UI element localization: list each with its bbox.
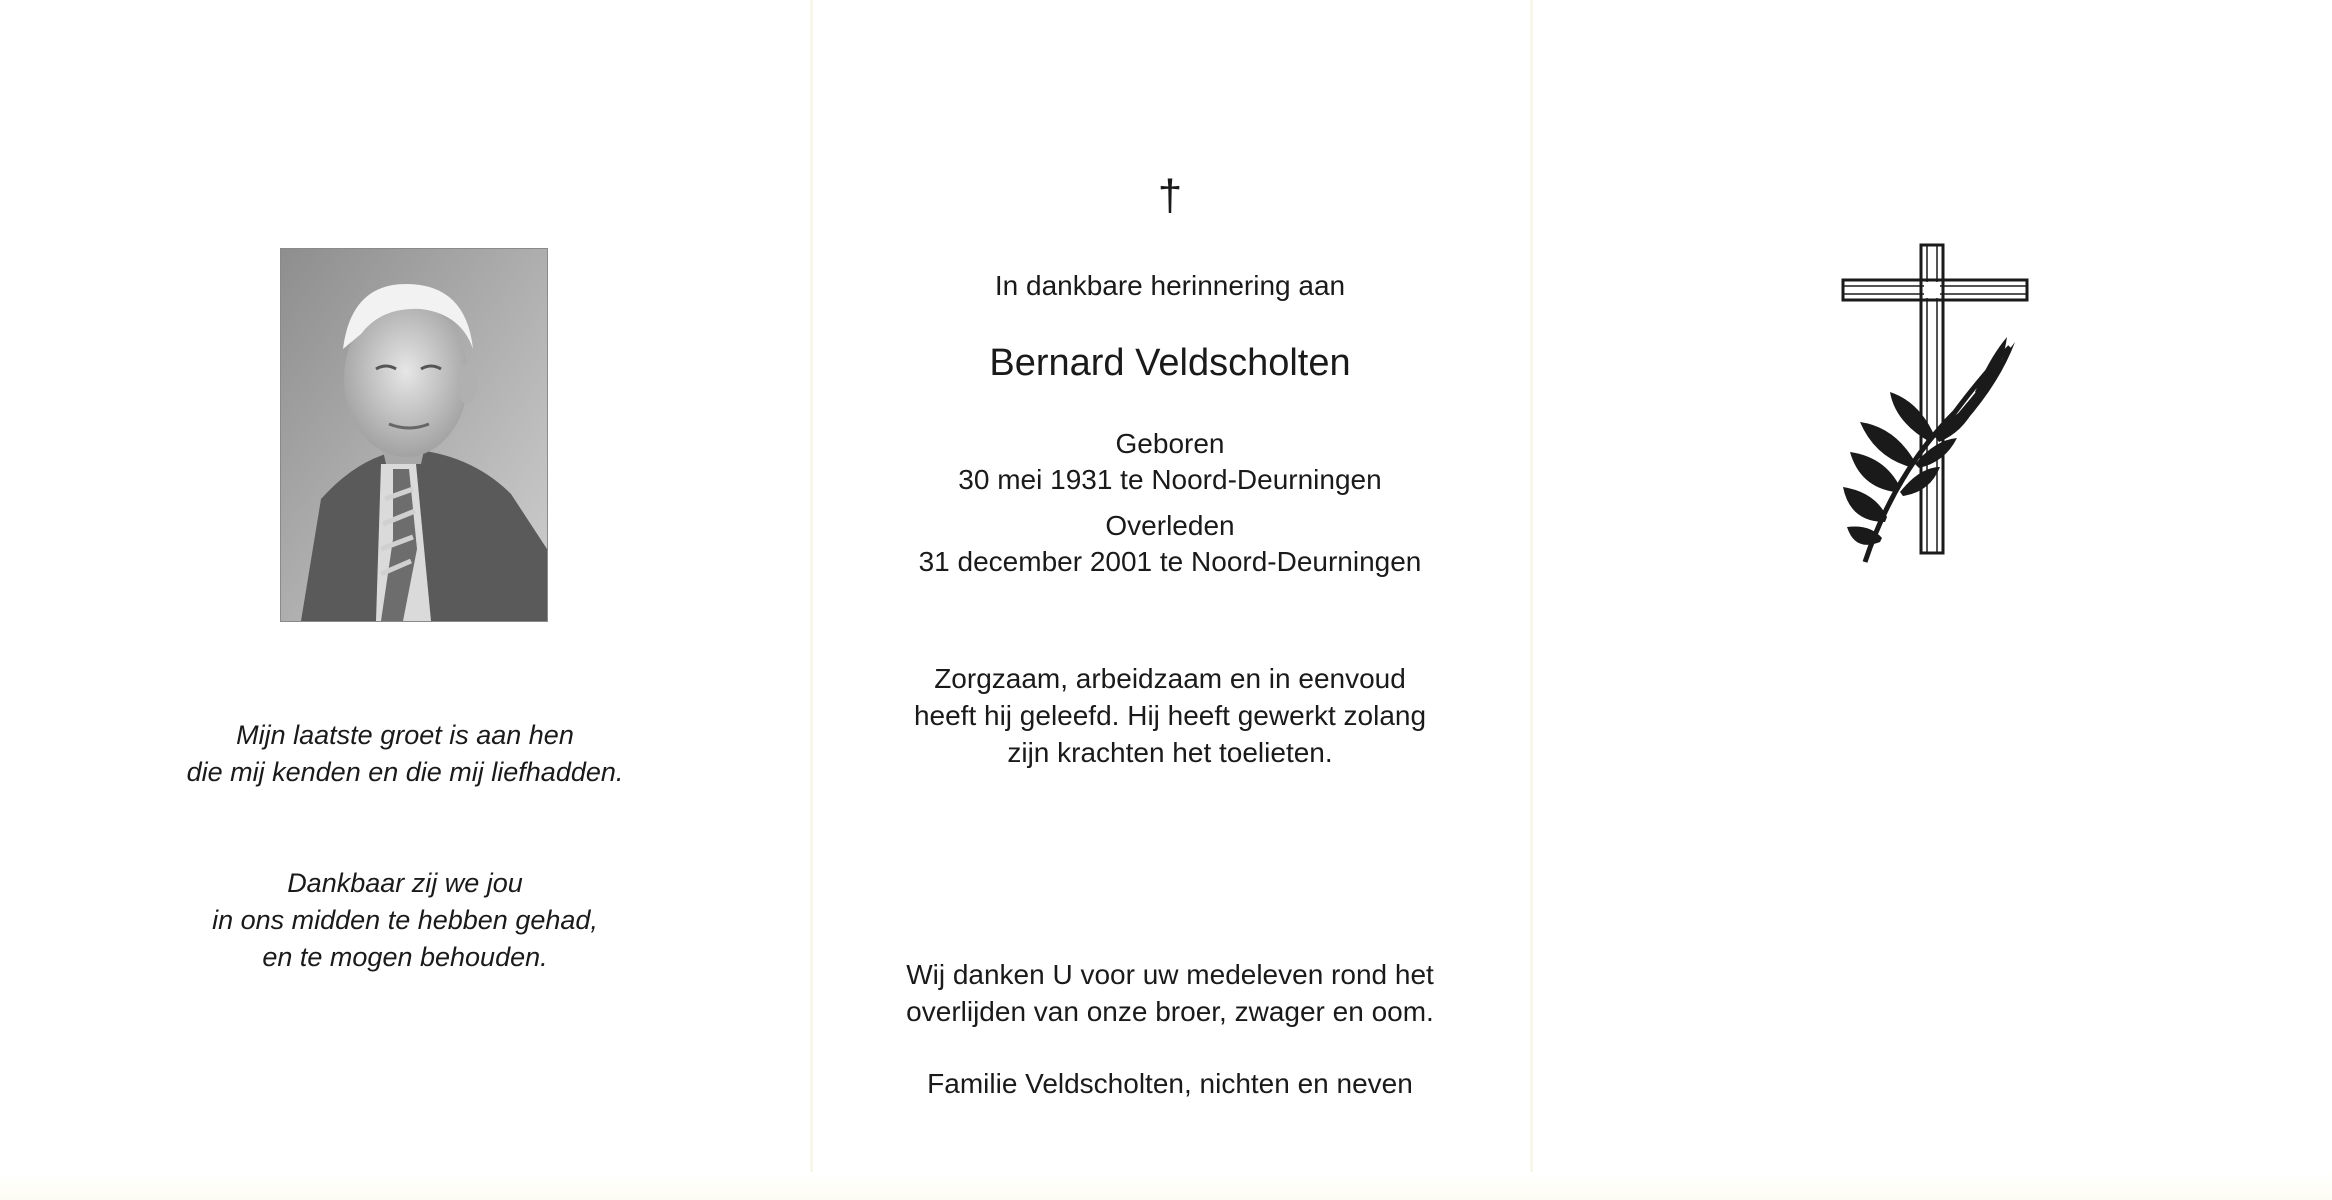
poem-line: en te mogen behouden.: [262, 942, 548, 972]
born-text: 30 mei 1931 te Noord-Deurningen: [958, 464, 1382, 495]
epitaph: [840, 660, 1500, 771]
died-label: Overleden: [1105, 510, 1235, 541]
family-signature: Familie Veldscholten, nichten en neven: [927, 1068, 1413, 1099]
epitaph-line: Zorgzaam, arbeidzaam en in eenvoud: [934, 663, 1406, 694]
thanks-line: Wij danken U voor uw medeleven rond het: [906, 959, 1434, 990]
intro-text: In dankbare herinnering aan: [994, 270, 1346, 301]
portrait-photo: [280, 248, 548, 622]
thanks-text: [840, 956, 1500, 1030]
fold-line-right: [1530, 0, 1533, 1200]
epitaph-line: heeft hij geleefd. Hij heeft gewerkt zolang: [913, 700, 1427, 731]
poem-line: Dankbaar zij we jou: [287, 868, 523, 898]
portrait-image: [281, 249, 547, 621]
poem-stanza-2: [100, 865, 710, 976]
poem-line: die mij kenden en die mij liefhadden.: [186, 757, 624, 787]
cross-with-wheat-icon: [1835, 242, 2035, 572]
thanks-line: overlijden van onze broer, zwager en oom.: [906, 996, 1434, 1027]
born-label: Geboren: [1115, 428, 1225, 459]
died-text: 31 december 2001 te Noord-Deurningen: [918, 546, 1422, 577]
paper-edge: [0, 1172, 2332, 1200]
poem-stanza-1: [100, 717, 710, 791]
small-cross-icon: †: [1157, 171, 1183, 220]
life-dates: [840, 426, 1500, 580]
poem-line: Mijn laatste groet is aan hen: [236, 720, 574, 750]
epitaph-line: zijn krachten het toelieten.: [1007, 737, 1333, 768]
poem-line: in ons midden te hebben gehad,: [212, 905, 598, 935]
deceased-name: Bernard Veldscholten: [989, 342, 1351, 384]
fold-line-left: [810, 0, 813, 1200]
